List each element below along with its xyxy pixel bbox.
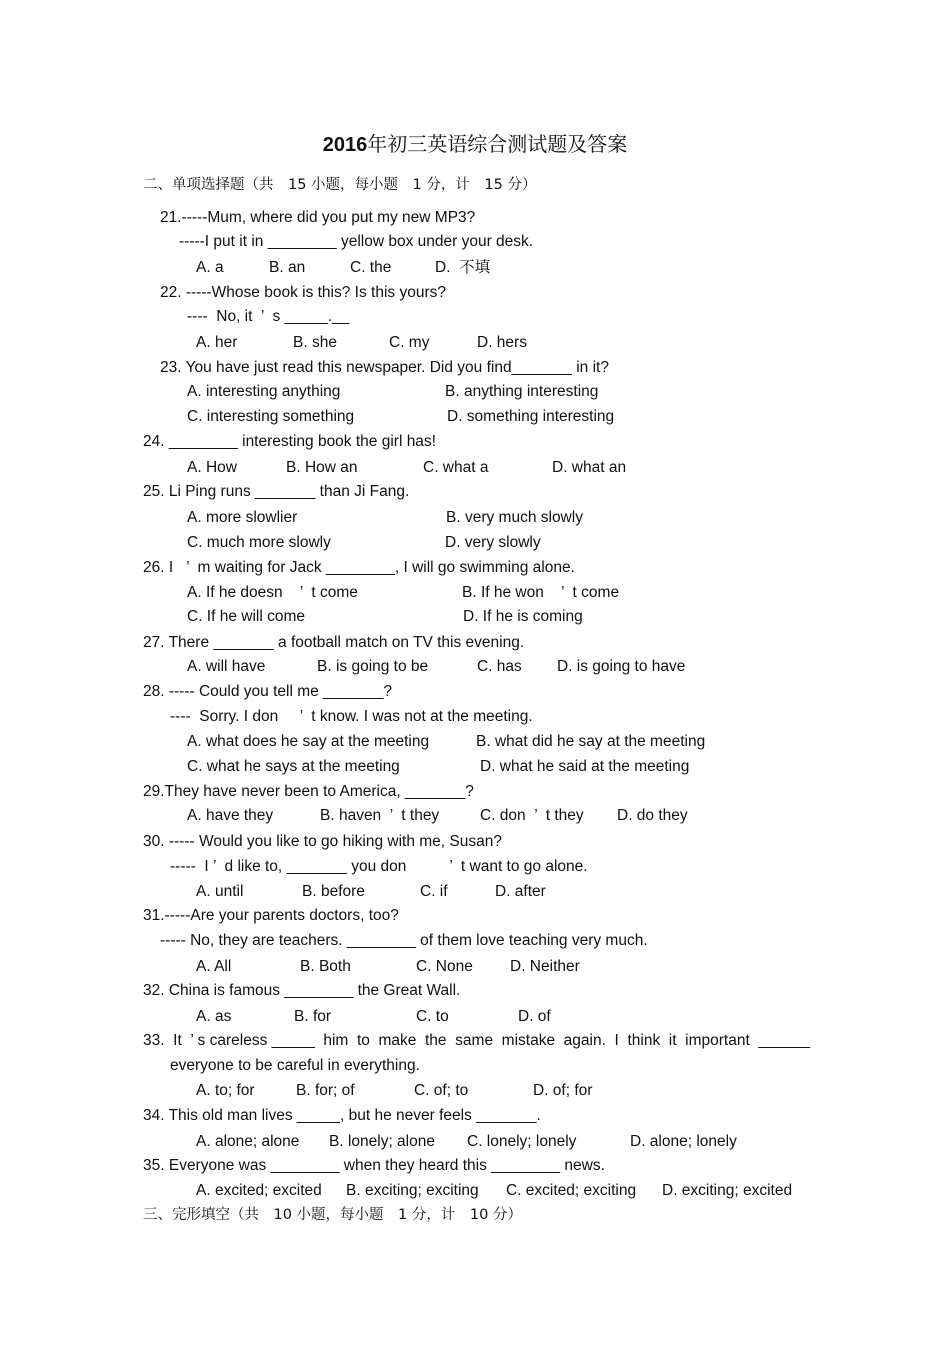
- option: B. lonely; alone: [329, 1133, 435, 1150]
- section-heading: 二、单项选择题（共 15 小题，每小题 1 分，计 15 分）: [143, 177, 537, 193]
- option: D. is going to have: [557, 658, 686, 675]
- question-text: 22. -----Whose book is this? Is this yours?: [160, 284, 446, 301]
- option: D. If he is coming: [463, 608, 583, 625]
- question-text: 29.They have never been to America, _______?: [143, 783, 474, 800]
- question-text: 27. There _______ a football match on TV this evening.: [143, 634, 525, 651]
- option: C. what a: [423, 459, 489, 476]
- option: D. hers: [477, 334, 527, 351]
- option: C. to: [416, 1008, 449, 1025]
- option: D. do they: [617, 807, 688, 824]
- question-text: 25. Li Ping runs _______ than Ji Fang.: [143, 483, 410, 500]
- option: A. How: [187, 459, 237, 476]
- option: C. the: [350, 259, 392, 276]
- option: B. If he won ’ t come: [462, 584, 620, 601]
- option: A. a: [196, 259, 224, 276]
- option: D. something interesting: [447, 408, 615, 425]
- option: C. my: [389, 334, 430, 351]
- option: A. All: [196, 958, 232, 975]
- option: B. what did he say at the meeting: [476, 733, 706, 750]
- section-heading: 三、完形填空（共 10 小题，每小题 1 分，计 10 分）: [143, 1207, 522, 1223]
- question-text: -----I put it in ________ yellow box under your desk.: [179, 233, 534, 250]
- option: B. before: [302, 883, 365, 900]
- option: C. if: [420, 883, 448, 900]
- option: B. very much slowly: [446, 509, 583, 526]
- option: B. for; of: [296, 1082, 355, 1099]
- option: B. an: [269, 259, 306, 276]
- option: D. Neither: [510, 958, 580, 975]
- option: B. anything interesting: [445, 383, 599, 400]
- option: C. don ’ t they: [480, 807, 584, 824]
- option: B. she: [293, 334, 337, 351]
- option: D. 不填: [435, 259, 491, 276]
- option: C. much more slowly: [187, 534, 331, 551]
- option: D. what he said at the meeting: [480, 758, 690, 775]
- option: A. have they: [187, 807, 274, 824]
- option: D. of; for: [533, 1082, 593, 1099]
- option: C. If he will come: [187, 608, 306, 625]
- option: B. haven ’ t they: [320, 807, 440, 824]
- question-text: 34. This old man lives _____, but he never feels _______.: [143, 1107, 541, 1124]
- option: A. alone; alone: [196, 1133, 300, 1150]
- option: C. interesting something: [187, 408, 355, 425]
- question-text: ----- I ’ d like to, _______ you don ’ t want to go alone.: [170, 858, 588, 875]
- option: A. excited; excited: [196, 1182, 322, 1199]
- option: B. Both: [300, 958, 351, 975]
- option: A. interesting anything: [187, 383, 341, 400]
- option: C. lonely; lonely: [467, 1133, 577, 1150]
- option: B. for: [294, 1008, 332, 1025]
- option: B. How an: [286, 459, 358, 476]
- option: B. exciting; exciting: [346, 1182, 479, 1199]
- option: C. what he says at the meeting: [187, 758, 400, 775]
- option: D. very slowly: [445, 534, 541, 551]
- question-text: 30. ----- Would you like to go hiking with me, Susan?: [143, 833, 502, 850]
- option: C. excited; exciting: [506, 1182, 637, 1199]
- option: D. after: [495, 883, 546, 900]
- question-text: everyone to be careful in everything.: [170, 1057, 420, 1074]
- option: A. what does he say at the meeting: [187, 733, 430, 750]
- option: C. None: [416, 958, 473, 975]
- question-text: 23. You have just read this newspaper. Did you find_______ in it?: [160, 359, 609, 376]
- question-text: ---- No, it ’ s _____.__: [187, 308, 350, 325]
- option: A. until: [196, 883, 244, 900]
- option: C. has: [477, 658, 522, 675]
- option: A. her: [196, 334, 238, 351]
- question-text: ---- Sorry. I don ’ t know. I was not at the meeting.: [170, 708, 533, 725]
- option: C. of; to: [414, 1082, 469, 1099]
- option: A. as: [196, 1008, 232, 1025]
- question-text: 31.-----Are your parents doctors, too?: [143, 907, 399, 924]
- option: A. will have: [187, 658, 266, 675]
- question-text: 35. Everyone was ________ when they heard this ________ news.: [143, 1157, 605, 1174]
- option: B. is going to be: [317, 658, 429, 675]
- question-text: ----- No, they are teachers. ________ of them love teaching very much.: [160, 932, 648, 949]
- option: A. more slowlier: [187, 509, 298, 526]
- option: D. exciting; excited: [662, 1182, 793, 1199]
- question-text: 26. I ’ m waiting for Jack ________, I will go swimming alone.: [143, 559, 575, 576]
- question-text: 32. China is famous ________ the Great Wall.: [143, 982, 461, 999]
- option: D. of: [518, 1008, 551, 1025]
- option: D. alone; lonely: [630, 1133, 737, 1150]
- option: A. to; for: [196, 1082, 255, 1099]
- question-text: 21.-----Mum, where did you put my new MP3?: [160, 209, 476, 226]
- option: D. what an: [552, 459, 627, 476]
- page-title: 2016年初三英语综合测试题及答案: [322, 132, 628, 156]
- question-text: 24. ________ interesting book the girl has!: [143, 433, 436, 450]
- question-text: 28. ----- Could you tell me _______?: [143, 683, 392, 700]
- option: A. If he doesn ’ t come: [187, 584, 358, 601]
- question-text: 33. It ’ s careless _____ him to make the same mistake again. I think it important ______: [143, 1032, 811, 1049]
